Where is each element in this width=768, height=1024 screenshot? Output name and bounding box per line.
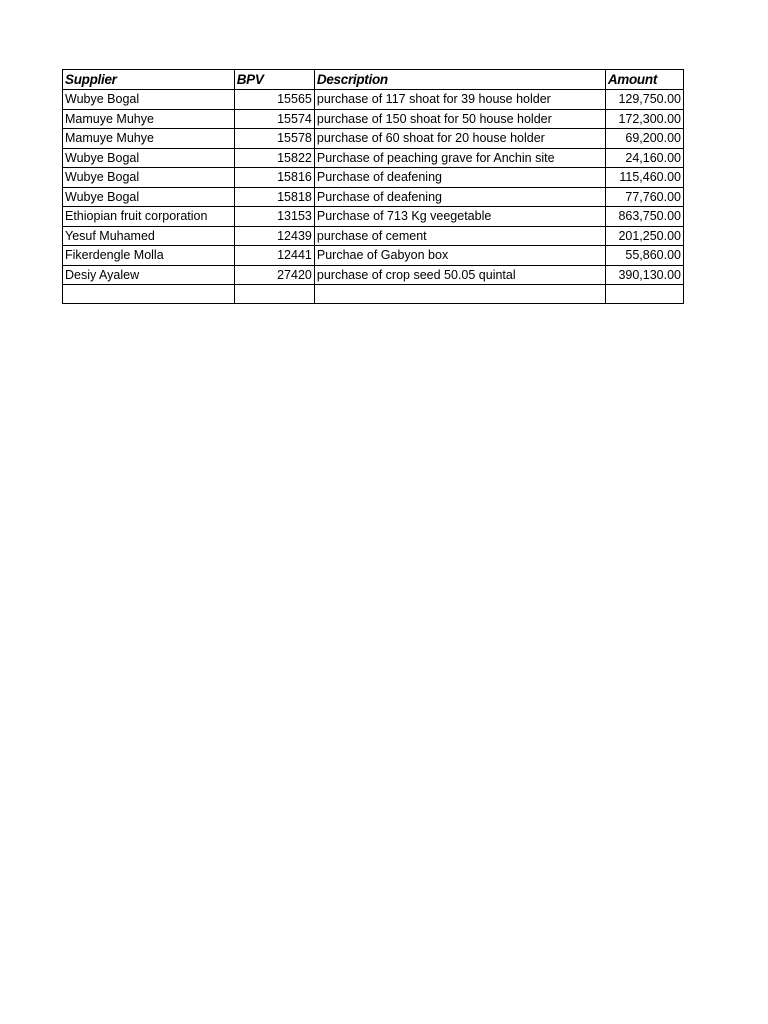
cell-bpv: 12439 — [234, 226, 314, 246]
cell-description: Purchae of Gabyon box — [314, 246, 605, 266]
table-row — [63, 246, 684, 266]
cell-description: Purchase of peaching grave for Anchin site — [314, 148, 605, 168]
empty-cell — [605, 285, 683, 304]
cell-supplier: Desiy Ayalew — [63, 265, 235, 285]
table-row — [63, 168, 684, 188]
cell-amount: 115,460.00 — [605, 168, 683, 188]
cell-supplier: Wubye Bogal — [63, 168, 235, 188]
cell-bpv: 15822 — [234, 148, 314, 168]
header-amount: Amount — [605, 70, 683, 90]
cell-supplier: Wubye Bogal — [63, 187, 235, 207]
cell-bpv: 15818 — [234, 187, 314, 207]
cell-bpv: 12441 — [234, 246, 314, 266]
cell-supplier: Fikerdengle Molla — [63, 246, 235, 266]
header-description: Description — [314, 70, 605, 90]
cell-description: Purchase of deafening — [314, 168, 605, 188]
header-row — [63, 70, 684, 90]
cell-bpv: 15574 — [234, 109, 314, 129]
header-bpv: BPV — [234, 70, 314, 90]
cell-description: purchase of 117 shoat for 39 house holder — [314, 90, 605, 110]
cell-description: purchase of 150 shoat for 50 house holder — [314, 109, 605, 129]
cell-supplier: Ethiopian fruit corporation — [63, 207, 235, 227]
cell-amount: 129,750.00 — [605, 90, 683, 110]
header-supplier: Supplier — [63, 70, 235, 90]
cell-amount: 24,160.00 — [605, 148, 683, 168]
supplier-payments-table — [62, 69, 684, 304]
cell-amount: 172,300.00 — [605, 109, 683, 129]
cell-bpv: 15565 — [234, 90, 314, 110]
empty-cell — [63, 285, 235, 304]
empty-cell — [234, 285, 314, 304]
table-row — [63, 265, 684, 285]
table-row — [63, 187, 684, 207]
cell-supplier: Wubye Bogal — [63, 148, 235, 168]
cell-amount: 201,250.00 — [605, 226, 683, 246]
table-row — [63, 109, 684, 129]
cell-amount: 390,130.00 — [605, 265, 683, 285]
table-row — [63, 226, 684, 246]
cell-bpv: 13153 — [234, 207, 314, 227]
cell-supplier: Wubye Bogal — [63, 90, 235, 110]
cell-bpv: 27420 — [234, 265, 314, 285]
cell-amount: 863,750.00 — [605, 207, 683, 227]
table-row — [63, 90, 684, 110]
table-row — [63, 129, 684, 149]
empty-table-row — [63, 285, 684, 304]
table-row — [63, 207, 684, 227]
cell-supplier: Mamuye Muhye — [63, 109, 235, 129]
cell-description: purchase of crop seed 50.05 quintal — [314, 265, 605, 285]
cell-amount: 69,200.00 — [605, 129, 683, 149]
cell-amount: 77,760.00 — [605, 187, 683, 207]
cell-supplier: Mamuye Muhye — [63, 129, 235, 149]
cell-description: purchase of 60 shoat for 20 house holder — [314, 129, 605, 149]
cell-description: purchase of cement — [314, 226, 605, 246]
cell-supplier: Yesuf Muhamed — [63, 226, 235, 246]
cell-amount: 55,860.00 — [605, 246, 683, 266]
cell-description: Purchase of 713 Kg veegetable — [314, 207, 605, 227]
cell-bpv: 15578 — [234, 129, 314, 149]
cell-bpv: 15816 — [234, 168, 314, 188]
empty-cell — [314, 285, 605, 304]
cell-description: Purchase of deafening — [314, 187, 605, 207]
table-row — [63, 148, 684, 168]
